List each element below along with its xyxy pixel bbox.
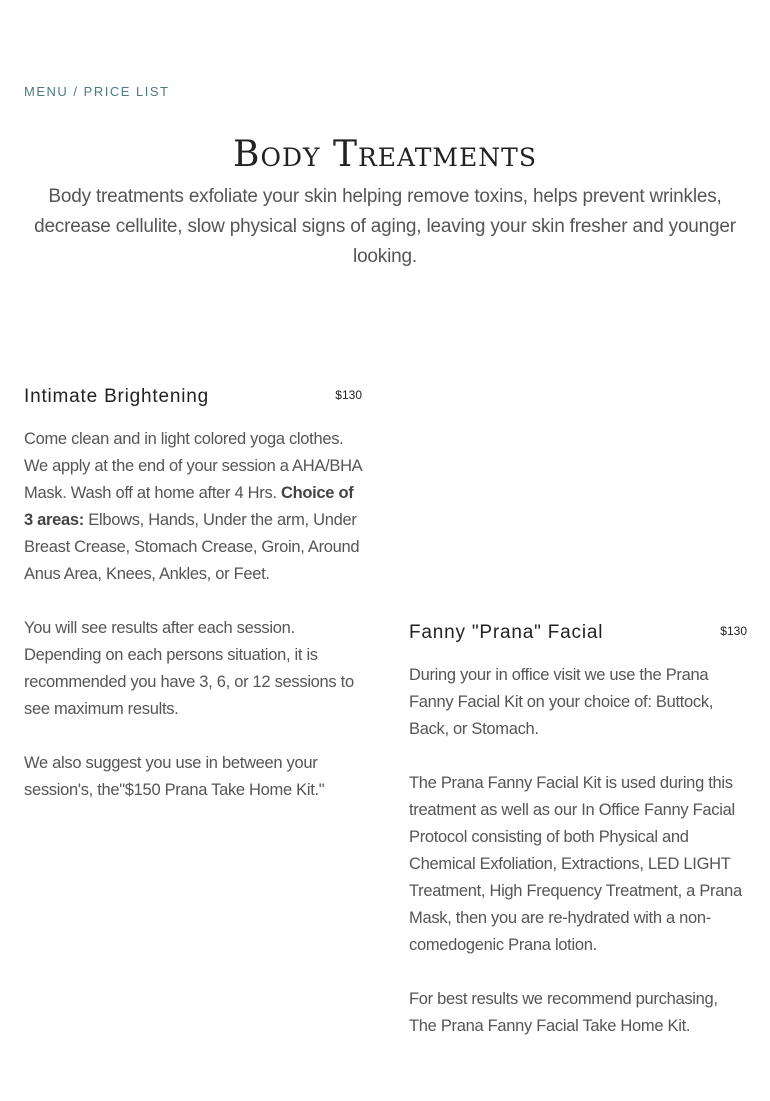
description-bold: Choice of 3 areas:: [24, 484, 354, 529]
breadcrumb-separator: /: [73, 84, 79, 99]
breadcrumb-price-list-link[interactable]: PRICE LIST: [83, 84, 170, 99]
treatment-description: During your in office visit we use the Prana Fanny Facial Kit on your choice of: Buttock, Back, or Stomach.: [409, 666, 714, 738]
page-title: Body Treatments: [233, 134, 537, 175]
treatment-price: $130: [335, 388, 362, 402]
treatment-price: $130: [720, 624, 747, 638]
treatment-protocol: The Prana Fanny Facial Kit is used during this treatment as well as our In Office Fanny Facial Protocol consisting of both Physical and Chemical Exfoliation, Extractions, LED LIGHT Treatment, High Frequency Treatment, a Prana Mask, then you are re-hydrated with a non-comedogenic Prana lotion.: [409, 774, 742, 954]
breadcrumb: [24, 84, 169, 99]
breadcrumb-menu-link[interactable]: MENU: [24, 84, 69, 99]
treatment-results: You will see results after each session. Depending on each persons situation, it is recommended you have 3, 6, or 12 sessions to see maximum results.: [24, 619, 354, 718]
treatment-fanny-prana-facial: [409, 622, 747, 1040]
treatment-suggestion: We also suggest you use in between your session's, the"$150 Prana Take Home Kit.": [24, 754, 325, 799]
treatment-intimate-brightening: [24, 386, 362, 804]
treatment-description: [24, 426, 362, 588]
treatment-name: Intimate Brightening: [24, 386, 209, 407]
description-text: Elbows, Hands, Under the arm, Under Breast Crease, Stomach Crease, Groin, Around Anus Area, Knees, Ankles, or Feet.: [24, 511, 360, 583]
description-text: Come clean and in light colored yoga clothes. We apply at the end of your session a AHA/BHA Mask. Wash off at home after 4 Hrs.: [24, 430, 362, 502]
treatment-name: Fanny "Prana" Facial: [409, 622, 604, 643]
intro-text: Body treatments exfoliate your skin helping remove toxins, helps prevent wrinkles, decrease cellulite, slow physical signs of aging, leaving your skin fresher and younger looking.: [34, 186, 736, 267]
treatment-recommendation: For best results we recommend purchasing, The Prana Fanny Facial Take Home Kit.: [409, 990, 718, 1035]
